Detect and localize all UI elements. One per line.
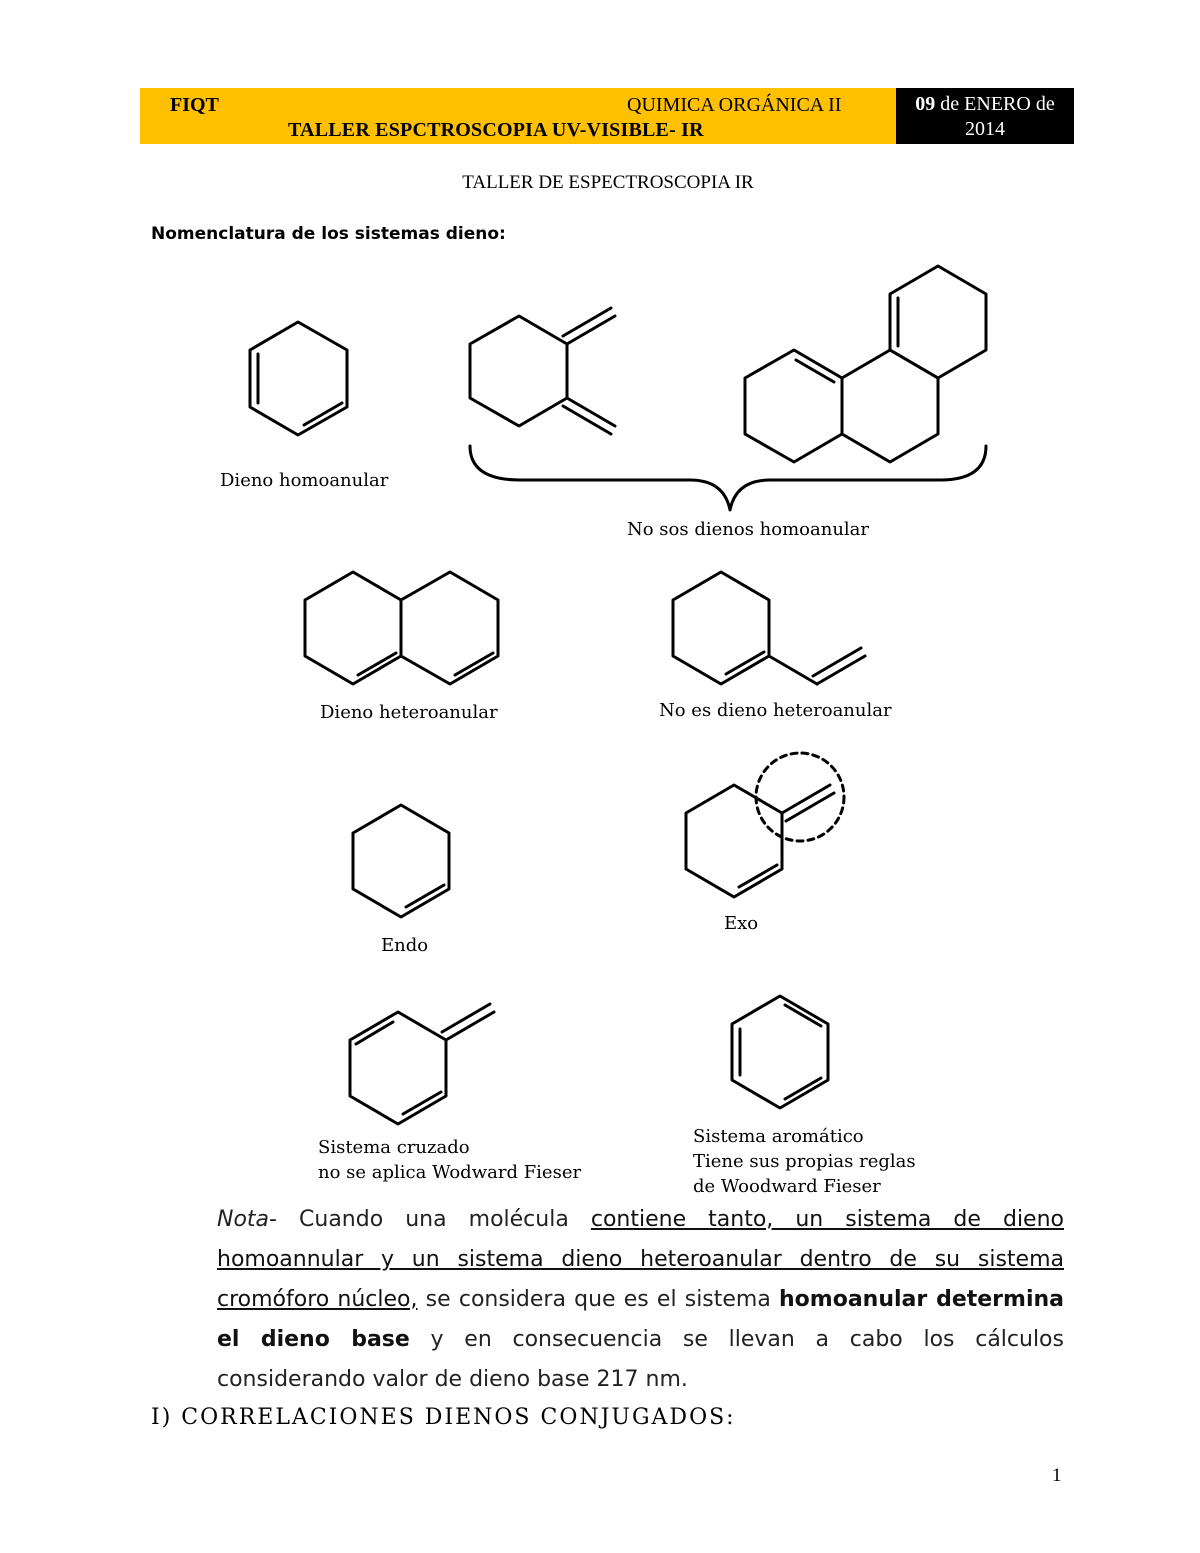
grouping-brace [470, 446, 986, 510]
note-tail: y en consecuencia se llevan a cabo los cálculos considerando valor de dieno base 217 nm. [217, 1327, 1064, 1392]
molecule-cross-conjugated [350, 1004, 494, 1124]
header-left: FIQT [170, 94, 219, 116]
header-subtitle: TALLER ESPCTROSCOPIA UV-VISIBLE- IR [288, 119, 704, 141]
label-homoanular: Dieno homoanular [220, 470, 389, 491]
note-underlined: contiene tanto, un sistema de dieno homoannular y un sistema dieno heteroanular dentro de su sistema cromóforo núcleo, [217, 1207, 1064, 1312]
label-exo: Exo [724, 913, 759, 934]
label-aromatico-3: de Woodward Fieser [693, 1176, 881, 1197]
label-cruzado-2: no se aplica Wodward Fieser [318, 1162, 582, 1183]
date-rest: de ENERO de [935, 93, 1055, 115]
label-aromatico-1: Sistema aromático [693, 1126, 864, 1147]
section-heading: Nomenclatura de los sistemas dieno: [151, 224, 506, 244]
note-dash: - Cuando una molécula [269, 1207, 591, 1232]
note-bold: homoanular determina el dieno base [217, 1287, 1065, 1352]
molecule-benzene [732, 996, 828, 1108]
molecule-heteroanular-diene [305, 572, 498, 684]
note-paragraph [217, 1200, 1064, 1400]
label-heteroanular: Dieno heteroanular [320, 702, 498, 723]
molecule-vinyl-cyclohexene [673, 572, 865, 684]
label-cruzado-1: Sistema cruzado [318, 1137, 470, 1158]
header-course: QUIMICA ORGÁNICA II [627, 94, 842, 116]
molecule-homoanular-diene [250, 322, 347, 435]
label-no-heteroanular: No es dieno heteroanular [659, 700, 892, 721]
note-lead: Nota [217, 1207, 270, 1232]
date-day: 09 [915, 93, 936, 115]
label-aromatico-2: Tiene sus propias reglas [693, 1151, 916, 1172]
molecule-tricyclic-diene [745, 266, 986, 462]
page-title: TALLER DE ESPECTROSCOPIA IR [462, 172, 754, 193]
date-year: 2014 [965, 118, 1005, 140]
molecule-dimethylene-cyclohexane [470, 308, 615, 434]
section-correlaciones: I) CORRELACIONES DIENOS CONJUGADOS: [151, 1405, 736, 1430]
note-mid: se considera que es el sistema [417, 1287, 780, 1312]
label-no-homoanular: No sos dienos homoanular [627, 519, 870, 540]
page-number: 1 [1052, 1465, 1062, 1486]
molecule-exo [686, 753, 844, 897]
molecule-endo [353, 805, 449, 917]
label-endo: Endo [381, 935, 429, 956]
